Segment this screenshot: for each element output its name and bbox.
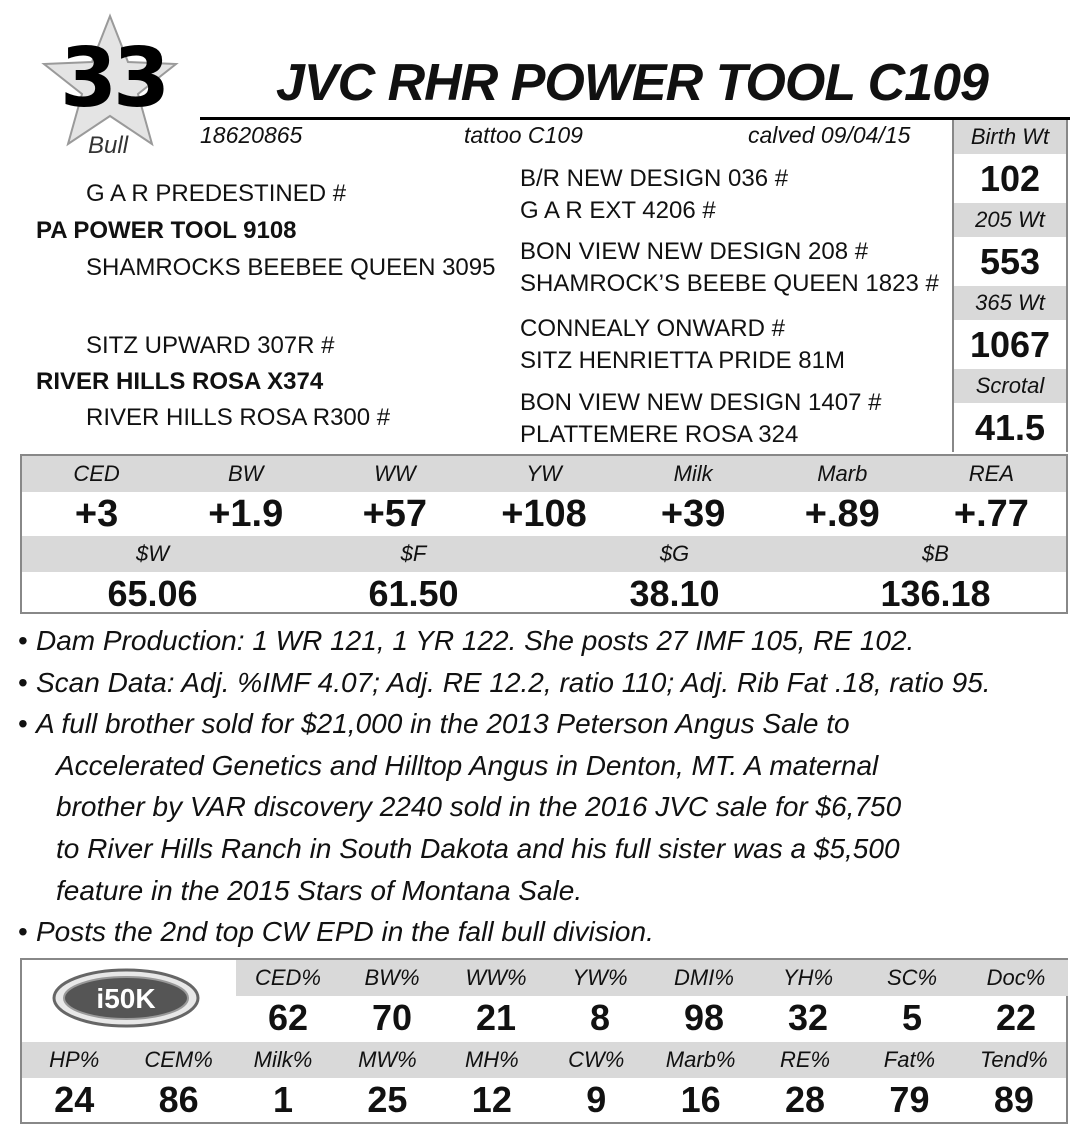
- weight-value: 102: [979, 158, 1041, 199]
- bullet: •: [18, 916, 28, 948]
- epd-value: +39: [660, 493, 726, 535]
- index-label: $G: [659, 541, 690, 566]
- index-label: $W: [136, 541, 169, 566]
- note-text: A full brother sold for $21,000 in the 2013 Peterson Angus Sale to: [36, 708, 850, 740]
- epd-header-row: [22, 456, 1066, 492]
- genomics-header-row-1: [236, 960, 1068, 996]
- weight-label: Scrotal: [954, 369, 1066, 403]
- genomic-label: CED%: [254, 965, 321, 990]
- epd-label: YW: [526, 461, 562, 486]
- genomic-value: 22: [995, 997, 1037, 1038]
- genomic-label: Tend%: [980, 1047, 1048, 1072]
- i50k-logo: [52, 968, 200, 1028]
- epd-label: WW: [374, 461, 416, 486]
- note-text: Scan Data: Adj. %IMF 4.07; Adj. RE 12.2, ratio 110; Adj. Rib Fat .18, ratio 95.: [36, 666, 991, 698]
- sire: PA POWER TOOL 9108: [36, 217, 297, 244]
- bullet: •: [18, 625, 28, 656]
- genomic-value: 1: [273, 1079, 294, 1120]
- epd-label: Milk: [673, 461, 713, 486]
- note-cw-epd: [18, 911, 1078, 953]
- epd-label: Marb: [817, 461, 868, 486]
- index-header-row: [22, 536, 1066, 572]
- note-text: to River Hills Ranch in South Dakota and his full sister was a $5,500: [56, 832, 900, 864]
- bullet: •: [18, 666, 28, 698]
- ext-ancestor: G A R EXT 4206 #: [520, 197, 716, 224]
- ext-ancestor: BON VIEW NEW DESIGN 1407 #: [520, 389, 882, 416]
- weight-label: Birth Wt: [954, 120, 1066, 154]
- logo-text: i50K: [96, 983, 156, 1014]
- sire-sire: G A R PREDESTINED #: [86, 180, 347, 207]
- genomic-value: 8: [589, 997, 611, 1038]
- epd-value: +3: [74, 493, 119, 535]
- bullet: •: [18, 708, 28, 740]
- genomics-value-row-2: [22, 1078, 1066, 1122]
- note-sale-history: [18, 703, 1078, 911]
- lot-number: 33: [59, 31, 167, 126]
- genomic-value: 86: [158, 1079, 199, 1120]
- genomic-value: 32: [787, 997, 829, 1038]
- weight-value: 553: [979, 241, 1041, 282]
- index-value: 61.50: [368, 573, 459, 614]
- genomic-value: 89: [993, 1079, 1034, 1120]
- genomic-label: YW%: [572, 965, 628, 990]
- sire-dam: SHAMROCKS BEEBEE QUEEN 3095: [86, 254, 496, 281]
- index-value: 65.06: [107, 573, 198, 614]
- ext-ancestor: CONNEALY ONWARD #: [520, 315, 785, 342]
- epd-table: [20, 454, 1068, 614]
- genomic-value: 25: [367, 1079, 408, 1120]
- genomic-label: Doc%: [986, 965, 1046, 990]
- genomic-value: 16: [680, 1079, 721, 1120]
- genomic-label: MW%: [358, 1047, 417, 1072]
- epd-label: BW: [227, 461, 264, 486]
- note-dam-production: [18, 620, 1078, 662]
- ext-ancestor: SHAMROCK’S BEEBE QUEEN 1823 #: [520, 270, 939, 297]
- genomic-value: 79: [889, 1079, 930, 1120]
- note-text: Posts the 2nd top CW EPD in the fall bull division.: [36, 916, 654, 948]
- genomic-label: CEM%: [144, 1047, 213, 1072]
- ext-ancestor: PLATTEMERE ROSA 324: [520, 421, 799, 448]
- lot-type: Bull: [88, 132, 129, 159]
- tattoo: tattoo C109: [464, 122, 583, 148]
- genomics-value-row-1: [236, 996, 1068, 1040]
- genomic-value: 21: [475, 997, 517, 1038]
- epd-value: +.89: [804, 493, 880, 535]
- epd-value: +1.9: [208, 493, 284, 535]
- genomic-value: 5: [901, 997, 923, 1038]
- weights-panel: [952, 120, 1068, 452]
- index-label: $F: [400, 541, 427, 566]
- index-value: 38.10: [629, 573, 720, 614]
- index-value: 136.18: [880, 573, 991, 614]
- epd-value: +57: [362, 493, 428, 535]
- note-scan-data: [18, 662, 1078, 704]
- genomic-value: 70: [371, 997, 413, 1038]
- registration-number: 18620865: [200, 122, 303, 148]
- genomic-value: 24: [54, 1079, 95, 1120]
- index-value-row: [22, 572, 1066, 612]
- genomic-label: WW%: [465, 965, 527, 990]
- genomic-value: 28: [785, 1079, 826, 1120]
- note-text: Accelerated Genetics and Hilltop Angus in Denton, MT. A maternal: [56, 749, 879, 781]
- genomic-label: HP%: [49, 1047, 100, 1072]
- epd-label: CED: [73, 461, 120, 486]
- genomic-value: 9: [586, 1079, 607, 1120]
- epd-value: +.77: [953, 493, 1029, 535]
- index-label: $B: [922, 541, 949, 566]
- genomic-label: Fat%: [883, 1047, 936, 1072]
- genomic-label: Milk%: [253, 1047, 313, 1072]
- epd-value-row: [22, 492, 1066, 536]
- notes: [18, 620, 1078, 953]
- genomic-value: 98: [683, 997, 725, 1038]
- epd-label: REA: [968, 461, 1015, 486]
- genomic-label: BW%: [364, 965, 420, 990]
- genomic-label: Marb%: [665, 1047, 736, 1072]
- ext-ancestor: BON VIEW NEW DESIGN 208 #: [520, 238, 869, 265]
- note-text: feature in the 2015 Stars of Montana Sale.: [56, 874, 583, 906]
- epd-value: +108: [501, 493, 587, 535]
- animal-name: JVC RHR POWER TOOL C109: [200, 56, 1070, 120]
- genomics-header-row-2: [22, 1042, 1066, 1078]
- dam: RIVER HILLS ROSA X374: [36, 368, 324, 395]
- genomic-label: CW%: [568, 1047, 625, 1072]
- genomic-label: MH%: [464, 1047, 519, 1072]
- genomic-value: 12: [471, 1079, 512, 1120]
- genomics-table: [20, 958, 1068, 1124]
- genomic-label: SC%: [886, 965, 938, 990]
- weight-label: 365 Wt: [954, 286, 1066, 320]
- genomic-label: RE%: [779, 1047, 831, 1072]
- weight-value: 1067: [969, 324, 1051, 365]
- ext-ancestor: B/R NEW DESIGN 036 #: [520, 165, 789, 192]
- dam-dam: RIVER HILLS ROSA R300 #: [86, 404, 391, 431]
- note-text: Dam Production: 1 WR 121, 1 YR 122. She posts 27 IMF 105, RE 102.: [36, 625, 915, 656]
- genomic-label: YH%: [782, 965, 834, 990]
- dam-sire: SITZ UPWARD 307R #: [86, 332, 335, 359]
- calved-date: calved 09/04/15: [748, 122, 911, 148]
- genomic-value: 62: [267, 997, 309, 1038]
- genomic-label: DMI%: [674, 965, 734, 990]
- weight-label: 205 Wt: [954, 203, 1066, 237]
- note-text: brother by VAR discovery 2240 sold in the 2016 JVC sale for $6,750: [56, 791, 902, 823]
- weight-value: 41.5: [974, 407, 1046, 448]
- ext-ancestor: SITZ HENRIETTA PRIDE 81M: [520, 347, 845, 374]
